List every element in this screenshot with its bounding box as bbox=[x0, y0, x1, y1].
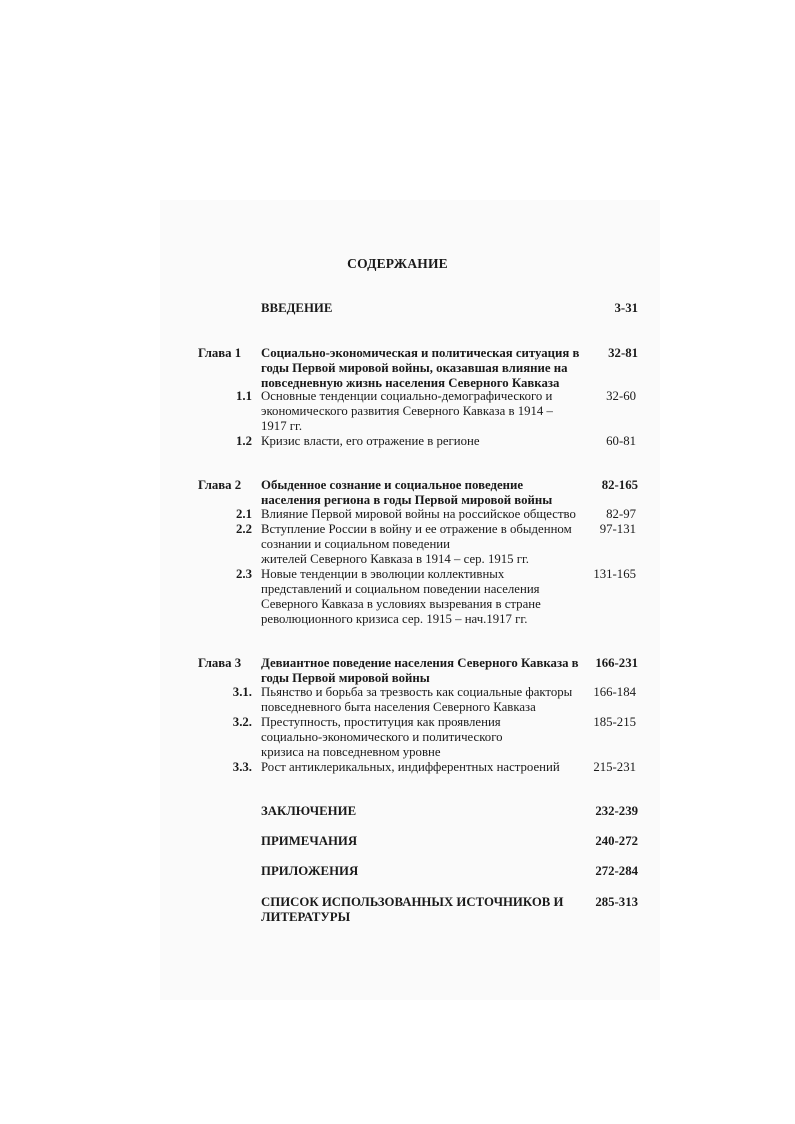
chapter-pages: 82-165 bbox=[601, 478, 638, 492]
entry-pages: 3-31 bbox=[614, 301, 638, 315]
toc-entry-conclusion[interactable] bbox=[198, 804, 638, 820]
toc-entry-notes[interactable] bbox=[198, 834, 638, 850]
section-pages: 97-131 bbox=[599, 522, 636, 536]
chapter-title: Девиантное поведение населения Северного Кавказа в годы Первой мировой войны bbox=[261, 656, 579, 685]
section-number: 1.1 bbox=[236, 389, 252, 403]
entry-text: ПРИМЕЧАНИЯ bbox=[261, 834, 358, 848]
entry-pages: 240-272 bbox=[595, 834, 638, 848]
toc-section-3-3[interactable] bbox=[198, 760, 638, 775]
toc-entry-appendices[interactable] bbox=[198, 864, 638, 880]
section-number: 2.2 bbox=[236, 522, 252, 536]
section-pages: 166-184 bbox=[593, 685, 636, 699]
section-pages: 185-215 bbox=[593, 715, 636, 729]
page-title: СОДЕРЖАНИЕ bbox=[347, 256, 448, 271]
section-title: Основные тенденции социально-демографического и экономического развития Северного Кавказа в 1914 – 1917 гг. bbox=[261, 389, 553, 433]
chapter-label: Глава 3 bbox=[198, 656, 242, 670]
toc-section-1-2[interactable] bbox=[198, 434, 638, 449]
toc-section-1-1[interactable] bbox=[198, 389, 638, 434]
section-pages: 215-231 bbox=[593, 760, 636, 774]
section-number: 3.3. bbox=[232, 760, 252, 774]
section-pages: 131-165 bbox=[593, 567, 636, 581]
section-number: 2.3 bbox=[236, 567, 252, 581]
section-title: Кризис власти, его отражение в регионе bbox=[261, 434, 480, 448]
toc-section-3-2[interactable] bbox=[198, 715, 638, 760]
toc-section-2-1[interactable] bbox=[198, 507, 638, 522]
toc-entry-introduction[interactable] bbox=[198, 301, 638, 317]
entry-pages: 285-313 bbox=[595, 895, 638, 909]
entry-text: ПРИЛОЖЕНИЯ bbox=[261, 864, 359, 878]
toc-chapter-3[interactable] bbox=[198, 656, 638, 686]
toc-entry-sources[interactable] bbox=[198, 895, 638, 925]
toc-section-3-1[interactable] bbox=[198, 685, 638, 715]
chapter-pages: 32-81 bbox=[608, 346, 638, 360]
toc-chapter-1[interactable] bbox=[198, 346, 638, 391]
section-number: 3.1. bbox=[232, 685, 252, 699]
toc-chapter-2[interactable] bbox=[198, 478, 638, 508]
chapter-title: Обыденное сознание и социальное поведение населения региона в годы Первой мировой войны bbox=[261, 478, 553, 507]
entry-text: СПИСОК ИСПОЛЬЗОВАННЫХ ИСТОЧНИКОВ И ЛИТЕРАТУРЫ bbox=[261, 895, 564, 924]
section-title: Вступление России в войну и ее отражение в обыденном сознании и социальном поведении жителей Северного Кавказа в 1914 – сер. 1915 гг. bbox=[261, 522, 572, 566]
entry-text: ЗАКЛЮЧЕНИЕ bbox=[261, 804, 357, 818]
section-title: Пьянство и борьба за трезвость как социальные факторы повседневного быта населения Северного Кавказа bbox=[261, 685, 573, 714]
section-title: Преступность, проституция как проявления социально-экономического и политического кризиса на повседневном уровне bbox=[261, 715, 503, 759]
entry-pages: 232-239 bbox=[595, 804, 638, 818]
toc-section-2-3[interactable] bbox=[198, 567, 638, 627]
section-number: 3.2. bbox=[232, 715, 252, 729]
section-pages: 32-60 bbox=[606, 389, 636, 403]
section-number: 1.2 bbox=[236, 434, 252, 448]
chapter-title: Социально-экономическая и политическая ситуация в годы Первой мировой войны, оказавшая влияние на повседневную жизнь населения Северного Кавказа bbox=[261, 346, 580, 390]
chapter-label: Глава 1 bbox=[198, 346, 242, 360]
entry-text: ВВЕДЕНИЕ bbox=[261, 301, 333, 315]
section-number: 2.1 bbox=[236, 507, 252, 521]
chapter-label: Глава 2 bbox=[198, 478, 242, 492]
entry-pages: 272-284 bbox=[595, 864, 638, 878]
section-title: Влияние Первой мировой войны на российское общество bbox=[261, 507, 576, 521]
section-pages: 60-81 bbox=[606, 434, 636, 448]
toc-section-2-2[interactable] bbox=[198, 522, 638, 567]
section-pages: 82-97 bbox=[606, 507, 636, 521]
chapter-pages: 166-231 bbox=[595, 656, 638, 670]
section-title: Рост антиклерикальных, индифферентных настроений bbox=[261, 760, 560, 774]
section-title: Новые тенденции в эволюции коллективных представлений и социальном поведении населения Северного Кавказа в условиях вызревания в стране революционного кризиса сер. 1915 – нач.1917 гг. bbox=[261, 567, 541, 626]
